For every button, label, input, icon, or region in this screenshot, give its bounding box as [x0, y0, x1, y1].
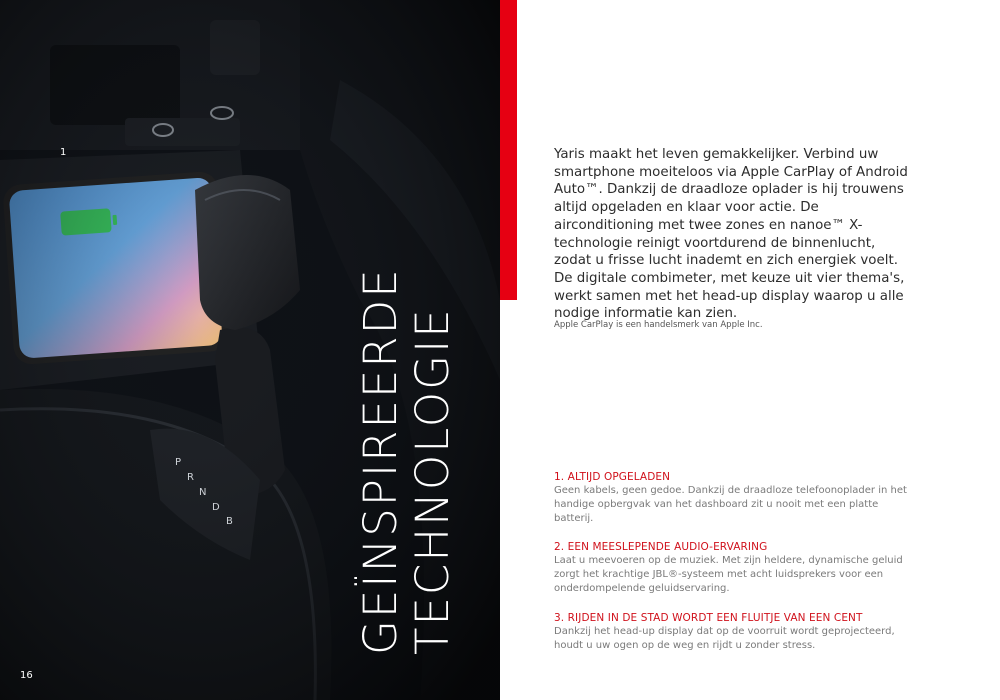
title-line-2: TECHNOLOGIE	[406, 307, 459, 655]
feature-1-title: 1. ALTIJD OPGELADEN	[554, 471, 671, 483]
trademark-note: Apple CarPlay is een handelsmerk van Apple Inc.	[554, 320, 763, 330]
feature-3	[554, 611, 914, 653]
gear-letter-n: N	[199, 487, 207, 498]
accent-bar	[500, 0, 517, 300]
feature-2	[554, 540, 914, 596]
gear-letter-d: D	[212, 502, 220, 513]
feature-1	[554, 470, 914, 526]
callout-number: 1	[60, 147, 67, 158]
feature-1-text: Geen kabels, geen gedoe. Dankzij de draadloze telefoonoplader in het handige opbergvak van het dashboard zit u nooit met een platte batterij.	[554, 485, 907, 524]
gear-letter-r: R	[187, 472, 194, 483]
page-number: 16	[20, 670, 33, 681]
title-line-1: GEÏNSPIREERDE	[354, 267, 407, 655]
feature-2-title: 2. EEN MEESLEPENDE AUDIO-ERVARING	[554, 541, 768, 553]
feature-3-title: 3. RIJDEN IN DE STAD WORDT EEN FLUITJE VAN EEN CENT	[554, 612, 863, 624]
gear-letter-p: P	[175, 457, 182, 468]
gear-letter-b: B	[226, 516, 233, 527]
intro-paragraph: Yaris maakt het leven gemakkelijker. Verbind uw smartphone moeiteloos via Apple CarPlay of Android Auto™. Dankzij de draadloze oplader is hij trouwens altijd opgeladen en klaar voor actie. De airconditioning met twee zones en nanoe™ X-technologie reinigt voortdurend de binnenlucht, zodat u frisse lucht inademt en zich energiek voelt. De digitale combimeter, met keuze uit vier thema's, werkt samen met het head-up display waarop u alle nodige informatie kan zien.	[554, 147, 908, 322]
feature-3-text: Dankzij het head-up display dat op de voorruit wordt geprojecteerd, houdt u uw ogen op de weg en rijdt u zonder stress.	[554, 626, 895, 651]
vertical-title	[355, 267, 459, 655]
feature-2-text: Laat u meevoeren op de muziek. Met zijn heldere, dynamische geluid zorgt het krachtige JBL®-systeem met acht luidsprekers voor een onderdompelende geluidservaring.	[554, 555, 903, 594]
